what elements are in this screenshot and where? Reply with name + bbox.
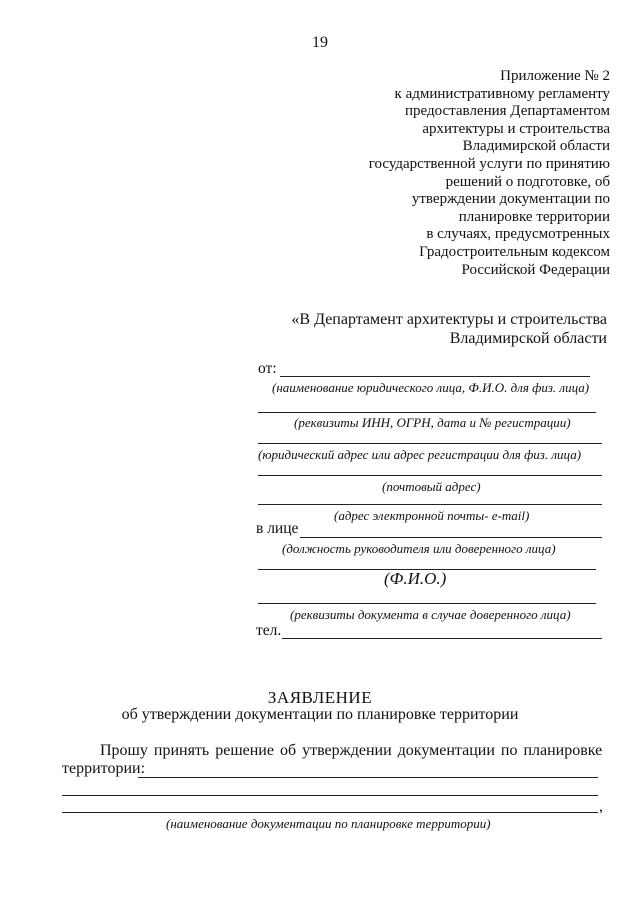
annex-header <box>369 68 610 279</box>
position-caption: (должность руководителя или доверенного лица) <box>282 541 556 556</box>
document-field-line[interactable] <box>258 603 596 604</box>
requisites-caption: (реквизиты ИНН, ОГРН, дата и № регистрации) <box>294 415 571 430</box>
document-caption: (реквизиты документа в случае доверенного лица) <box>290 607 571 622</box>
annex-line: решений о подготовке, об <box>445 173 610 190</box>
name-field-line[interactable] <box>280 376 590 377</box>
postal-address-caption: (почтовый адрес) <box>382 479 481 494</box>
territory-field-line-1[interactable] <box>138 777 598 778</box>
postal-address-field-line[interactable] <box>258 475 602 476</box>
territory-field-line-2[interactable] <box>62 795 598 796</box>
person-label: в лице <box>256 520 299 537</box>
name-caption: (наименование юридического лица, Ф.И.О. для физ. лица) <box>272 380 590 395</box>
annex-line: Приложение № 2 <box>500 68 610 84</box>
annex-line: предоставления Департаментом <box>405 103 610 120</box>
annex-line: к административному регламенту <box>394 85 610 102</box>
phone-field-line[interactable] <box>282 638 602 639</box>
fio-caption: (Ф.И.О.) <box>384 569 447 588</box>
trailing-comma: , <box>599 798 603 815</box>
statement-subtitle: об утверждении документации по планировке территории <box>121 706 519 723</box>
from-label: от: <box>258 360 277 377</box>
addressee-line: Владимирской области <box>449 330 607 347</box>
request-line-1: Прошу принять решение об утверждении документации по планировке <box>100 742 603 759</box>
legal-address-caption: (юридический адрес или адрес регистрации для физ. лица) <box>258 447 582 462</box>
legal-address-field-line[interactable] <box>258 443 602 444</box>
requisites-field-line[interactable] <box>258 412 596 413</box>
annex-line: государственной услуги по принятию <box>368 155 610 172</box>
page-number: 19 <box>312 34 328 51</box>
annex-line: Владимирской области <box>462 138 610 155</box>
annex-line: Российской Федерации <box>461 261 610 278</box>
documentation-caption: (наименование документации по планировке территории) <box>166 816 491 831</box>
territory-field-line-3[interactable] <box>62 812 598 813</box>
annex-line: архитектуры и строительства <box>422 120 610 137</box>
addressee-line: «В Департамент архитектуры и строительства <box>291 311 607 328</box>
annex-line: планировке территории <box>458 208 610 225</box>
addressee-block <box>291 310 607 348</box>
position-field-line[interactable] <box>300 537 602 538</box>
phone-label: тел. <box>256 622 282 639</box>
annex-line: Градостроительным кодексом <box>419 243 610 260</box>
request-territory-label: территории: <box>62 760 146 777</box>
email-field-line[interactable] <box>258 504 602 505</box>
statement-title: ЗАЯВЛЕНИЕ <box>267 688 373 707</box>
annex-line: утверждении документации по <box>411 191 610 208</box>
email-caption: (адрес электронной почты- e-mail) <box>334 508 530 523</box>
annex-line: в случаях, предусмотренных <box>426 226 610 243</box>
